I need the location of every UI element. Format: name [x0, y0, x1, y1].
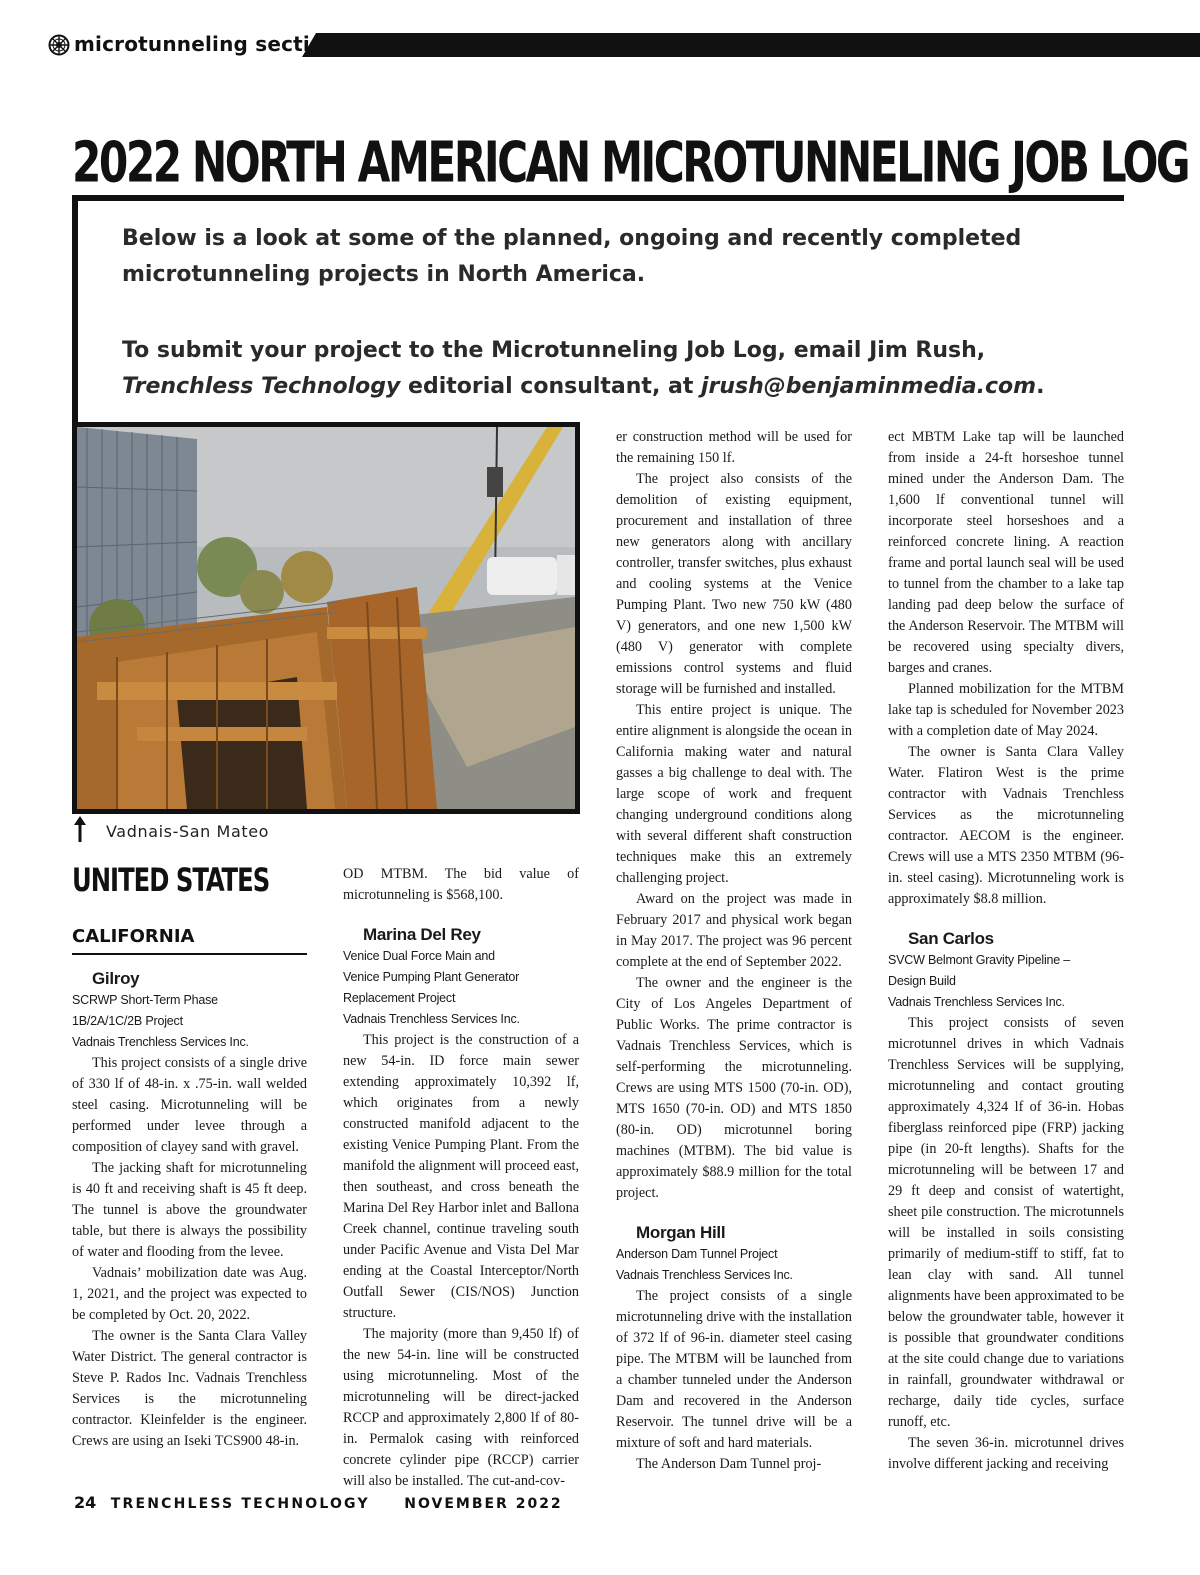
publication-title: TRENCHLESS TECHNOLOGY	[110, 1496, 370, 1512]
body-paragraph: Planned mobilization for the MTBM lake tap is scheduled for November 2023 with a completion date of May 2024.	[888, 681, 1124, 739]
project-name-gilroy: Gilroy	[92, 969, 140, 988]
body-paragraph: The jacking shaft for microtunneling is 40 ft and receiving shaft is 45 ft deep. The tunnel is above the groundwater table, but there is always the possibility of water and flooding from the levee.	[72, 1160, 307, 1260]
body-paragraph: The project consists of a single microtunneling drive with the installation of 372 lf of 96-in. diameter steel casing pipe. The MTBM will be launched from a chamber tunneled under the Anderson Dam and recovered in the Anderson Reservoir. The tunnel drive will be a mixture of soft and hard materials.	[616, 1288, 852, 1451]
project-contractor: Vadnais Trenchless Services Inc.	[888, 995, 1065, 1009]
body-paragraph: ect MBTM Lake tap will be launched from inside a 24-ft horseshoe tunnel mined under the Anderson Dam. The 1,600 lf conventional tunnel will incorporate steel horseshoes and a reinforced concrete lining. A reaction frame and portal launch seal will be used to tunnel from the chamber to a lake tap landing pad deep below the surface of the Anderson Reservoir. The MTBM will be recovered using specialty divers, barges and cranes.	[888, 429, 1124, 676]
body-paragraph: The owner is Santa Clara Valley Water. Flatiron West is the prime contractor with Vadnais Trenchless Services as the microtunneling contractor. AECOM is the engineer. Crews will use a MTS 2350 MTBM (96-in. steel casing). Microtunneling work is approximately $8.8 million.	[888, 744, 1124, 907]
project-contractor: Vadnais Trenchless Services Inc.	[72, 1035, 249, 1049]
body-paragraph: This project is the construction of a new 54-in. ID force main sewer extending approximately 10,392 lf, which originates from a newly constructed manifold adjacent to the existing Venice Pumping Plant. From the manifold the alignment will proceed east, then southeast, and cross beneath the Marina Del Rey Harbor inlet and Ballona Creek channel, continue traveling south under Pacific Avenue and Vista Del Mar ending at the Coastal Interceptor/North Outfall Sewer (CIS/NOS) Junction structure.	[343, 1032, 579, 1321]
body-paragraph: Vadnais’ mobilization date was Aug. 1, 2021, and the project was expected to be completed by Oct. 20, 2022.	[72, 1265, 307, 1323]
body-paragraph: This entire project is unique. The entire alignment is alongside the ocean in California making water and natural gasses a big challenge to deal with. The large scope of work and frequent changing underground conditions along with several different shaft construction techniques make this an extremely challenging project.	[616, 702, 852, 886]
project-meta: Anderson Dam Tunnel Project	[616, 1247, 778, 1261]
project-meta: Venice Pumping Plant Generator	[343, 970, 520, 984]
country-heading: UNITED STATES	[72, 862, 270, 900]
body-paragraph: This project consists of seven microtunnel drives in which Vadnais Trenchless Services will be supplying, microtunneling and contact grouting approximately 4,324 lf of 36-in. Hobas fiberglass reinforced pipe (FRP) jacking pipe (in 20-ft lengths). Shafts for the microtunneling will be between 17 and 29 ft deep and consist of watertight, sheet pile construction. The microtunnels will be installed in soils consisting primarily of medium-stiff to stiff, fat to lean clay with sand. All tunnel alignments have been approximated to be below the groundwater table, however it is possible that groundwater conditions at the site could change due to variations in rainfall, groundwater withdrawal or recharge, daily tide cycles, surface runoff, etc.	[888, 1015, 1124, 1430]
publication-name: Trenchless Technology	[122, 374, 401, 399]
project-meta: SCRWP Short-Term Phase	[72, 993, 218, 1007]
body-paragraph: The majority (more than 9,450 lf) of the new 54-in. line will be constructed using microtunneling. Most of the microtunneling will be direct-jacked RCCP and approximately 2,800 lf of 80-in. Permalok casing with reinforced concrete cylinder pipe (RCCP) carrier will also be installed. The cut-and-cov-	[343, 1326, 579, 1489]
header-black-band	[302, 33, 1200, 57]
email-link[interactable]: jrush@benjaminmedia.com	[701, 374, 1037, 399]
project-name-morgan-hill: Morgan Hill	[636, 1223, 726, 1242]
article-column-3	[616, 427, 852, 1475]
section-label: microtunneling section	[74, 32, 339, 56]
state-heading: CALIFORNIA	[72, 926, 307, 955]
project-name-san-carlos: San Carlos	[908, 929, 994, 948]
body-paragraph: The owner is the Santa Clara Valley Water District. The general contractor is Steve P. Rados Inc. Vadnais Trenchless Services is the microtunneling contractor. Kleinfelder is the engineer. Crews are using an Iseki TCS900 48-in.	[72, 1328, 307, 1449]
drill-head-icon	[48, 32, 70, 58]
article-column-4	[888, 427, 1124, 1475]
article-column-2	[343, 864, 579, 1492]
body-paragraph: The seven 36-in. microtunnel drives involve different jacking and receiving	[888, 1435, 1124, 1472]
project-meta: Replacement Project	[343, 991, 456, 1005]
body-paragraph: OD MTBM. The bid value of microtunneling is $568,100.	[343, 866, 579, 903]
issue-date: NOVEMBER 2022	[404, 1496, 563, 1512]
project-meta: 1B/2A/1C/2B Project	[72, 1014, 183, 1028]
photo-illustration	[77, 427, 575, 809]
intro-box	[72, 195, 1124, 423]
body-paragraph: This project consists of a single drive of 330 lf of 48-in. x .75-in. wall welded steel casing. Microtunneling will be performed under levee through a composition of clayey sand with gravel.	[72, 1055, 307, 1155]
project-contractor: Vadnais Trenchless Services Inc.	[616, 1268, 793, 1282]
project-contractor: Vadnais Trenchless Services Inc.	[343, 1012, 520, 1026]
intro-text: Below is a look at some of the planned, ongoing and recently completed microtunneling projects in North America.	[122, 226, 1022, 287]
project-meta: Venice Dual Force Main and	[343, 949, 495, 963]
project-name-marina-del-rey: Marina Del Rey	[363, 925, 481, 944]
caption-text: Vadnais-San Mateo	[106, 822, 270, 841]
body-paragraph: The owner and the engineer is the City of Los Angeles Department of Public Works. The prime contractor is Vadnais Trenchless Services, which is self-performing the microtunneling. Crews are using MTS 1500 (70-in. OD), MTS 1650 (70-in. OD) and MTS 1850 (80-in. OD) microtunnel boring machines (MTBM). The bid value is approximately $88.9 million for the total project.	[616, 975, 852, 1201]
page-title: 2022 NORTH AMERICAN MICROTUNNELING JOB LOG	[72, 130, 1189, 196]
body-paragraph: Award on the project was made in February 2017 and physical work began in May 2017. The project was 96 percent complete at the end of September 2022.	[616, 891, 852, 970]
page-footer	[74, 1493, 563, 1512]
body-paragraph: The Anderson Dam Tunnel proj-	[636, 1456, 822, 1472]
project-meta: Design Build	[888, 974, 956, 988]
section-header-bar	[0, 30, 1200, 62]
project-meta: SVCW Belmont Gravity Pipeline –	[888, 953, 1071, 967]
body-paragraph: er construction method will be used for the remaining 150 lf.	[616, 429, 852, 466]
arrow-up-icon	[74, 816, 86, 842]
construction-site-photo	[72, 422, 580, 814]
submit-text: To submit your project to the Microtunneling Job Log, email Jim Rush, Trenchless Technology editorial consultant, at jrush@benjaminmedia.com.	[122, 338, 1045, 399]
page-number: 24	[74, 1493, 97, 1512]
body-paragraph: The project also consists of the demolition of existing equipment, procurement and installation of three new generators along with ancillary controller, transfer switches, plus exhaust and cooling systems at the Venice Pumping Plant. Two new 750 kW (480 V) generators, and one new 1,500 kW (480 V) generator with complete emissions control systems and fluid storage will be furnished and installed.	[616, 471, 852, 697]
article-column-1	[72, 968, 307, 1452]
